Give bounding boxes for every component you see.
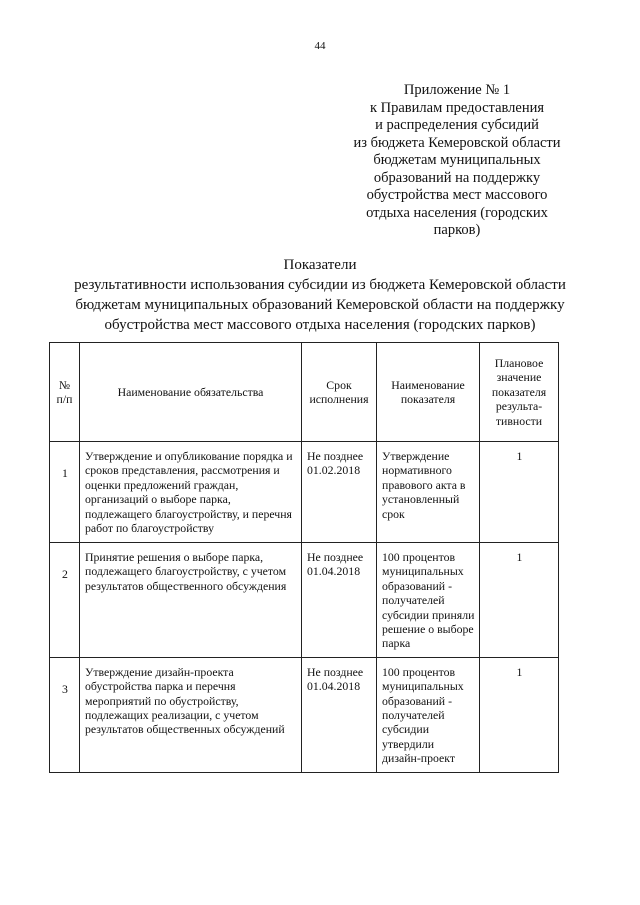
cell-obligation: Утверждение и опубликование порядка и сроков представления, рассмотрения и оценки предложений граждан, организаций о выборе парка, подлежащего благоустройству, и перечня работ по благоустройству [80, 442, 302, 543]
table-row [50, 442, 559, 543]
title-line: результативности использования субсидии из бюджета Кемеровской области [74, 277, 566, 293]
header-deadline: Срок исполнения [302, 343, 377, 442]
appendix-line: обустройства мест массового [366, 187, 548, 203]
cell-num: 1 [50, 442, 80, 543]
title-line: Показатели [283, 257, 357, 273]
appendix-line: бюджетам муниципальных [373, 152, 541, 168]
appendix-line: Приложение № 1 [403, 82, 511, 98]
cell-obligation: Принятие решения о выборе парка, подлежащего благоустройству, с учетом результатов общественного обсуждения [80, 543, 302, 658]
cell-indicator: 100 процентов муниципальных образований - получателей субсидии утвердили дизайн-проект [377, 657, 480, 772]
cell-planned-value: 1 [480, 442, 559, 543]
cell-obligation: Утверждение дизайн-проекта обустройства парка и перечня мероприятий по обустройству, подлежащих реализации, с учетом результатов общественных обсуждений [80, 657, 302, 772]
header-planned-value: Плановое значение показателя результа-тивности [480, 343, 559, 442]
cell-deadline: Не позднее 01.04.2018 [302, 543, 377, 658]
page-number: 44 [314, 40, 326, 52]
title-line: бюджетам муниципальных образований Кемеровской области на поддержку [75, 297, 565, 313]
cell-deadline: Не позднее 01.02.2018 [302, 442, 377, 543]
appendix-line: парков) [433, 222, 481, 238]
appendix-heading [332, 82, 582, 240]
document-title [20, 255, 620, 335]
cell-num: 3 [50, 657, 80, 772]
table-row [50, 543, 559, 658]
table-row [50, 657, 559, 772]
appendix-line: образований на поддержку [373, 169, 541, 186]
cell-deadline: Не позднее 01.04.2018 [302, 657, 377, 772]
cell-num: 2 [50, 543, 80, 658]
table-header-row [50, 343, 559, 442]
cell-indicator: 100 процентов муниципальных образований - получателей субсидии приняли решение о выборе парка [377, 543, 480, 658]
title-line: обустройства мест массового отдыха населения (городских парков) [104, 317, 536, 333]
appendix-line: отдыха населения (городских [366, 204, 548, 221]
cell-indicator: Утверждение нормативного правового акта в установленный срок [377, 442, 480, 543]
appendix-line: к Правилам предоставления [369, 99, 545, 116]
header-indicator: Наименование показателя [377, 343, 480, 442]
appendix-line: из бюджета Кемеровской области [353, 134, 561, 151]
header-obligation: Наименование обязательства [80, 343, 302, 442]
appendix-line: и распределения субсидий [375, 117, 539, 133]
cell-planned-value: 1 [480, 543, 559, 658]
cell-planned-value: 1 [480, 657, 559, 772]
header-num: № п/п [50, 343, 80, 442]
indicators-table [49, 342, 559, 773]
